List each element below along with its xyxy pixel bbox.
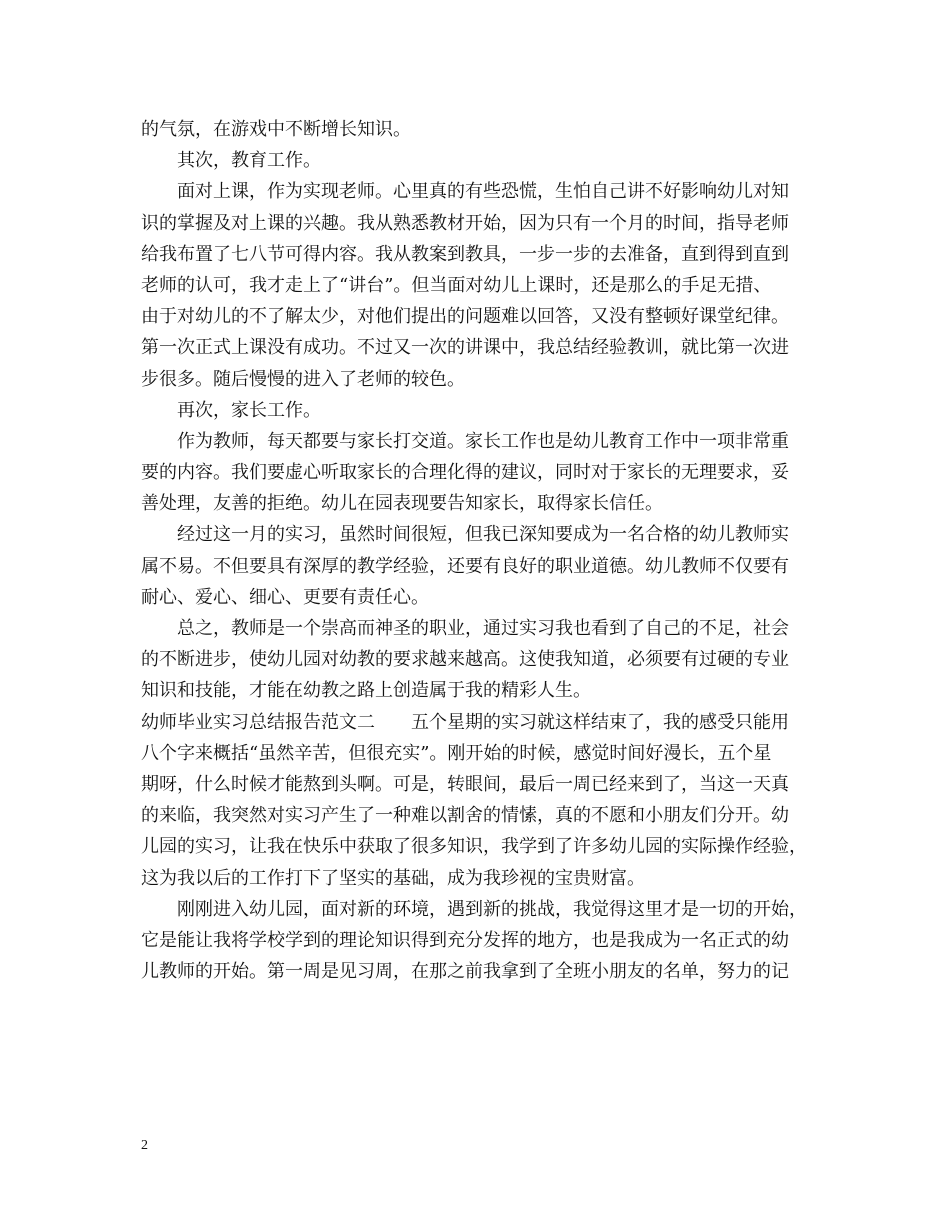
text-line: 儿园的实习，让我在快乐中获取了很多知识，我学到了许多幼儿园的实际操作经验， — [141, 836, 807, 858]
text-line: 儿教师的开始。第一周是见习周，在那之前我拿到了全班小朋友的名单，努力的记 — [141, 961, 789, 983]
text-line: 第一次正式上课没有成功。不过又一次的讲课中，我总结经验教训，就比第一次进 — [141, 337, 789, 359]
text-line: 其次，教育工作。 — [177, 150, 321, 172]
text-line: 步很多。随后慢慢的进入了老师的较色。 — [141, 368, 465, 390]
text-line: 属不易。不但要具有深厚的教学经验，还要有良好的职业道德。幼儿教师不仅要有 — [141, 555, 789, 577]
text-line: 期呀，什么时候才能熬到头啊。可是，转眼间，最后一周已经来到了，当这一天真 — [141, 773, 789, 795]
text-line: 知识和技能，才能在幼教之路上创造属于我的精彩人生。 — [141, 680, 591, 702]
text-line: 幼师毕业实习总结报告范文二 五个星期的实习就这样结束了，我的感受只能用 — [141, 711, 789, 733]
text-line: 再次，家长工作。 — [177, 399, 321, 421]
text-line: 它是能让我将学校学到的理论知识得到充分发挥的地方，也是我成为一名正式的幼 — [141, 929, 789, 951]
text-line: 耐心、爱心、细心、更要有责任心。 — [141, 586, 429, 608]
text-line: 刚刚进入幼儿园，面对新的环境，遇到新的挑战，我觉得这里才是一切的开始， — [177, 898, 807, 920]
text-line: 作为教师，每天都要与家长打交道。家长工作也是幼儿教育工作中一项非常重 — [177, 430, 789, 452]
text-line: 的气氛，在游戏中不断增长知识。 — [141, 119, 411, 140]
text-line: 善处理，友善的拒绝。幼儿在园表现要告知家长，取得家长信任。 — [141, 493, 663, 515]
text-line: 给我布置了七八节可得内容。我从教案到教具，一步一步的去准备，直到得到直到 — [141, 243, 789, 265]
text-line: 总之，教师是一个崇高而神圣的职业，通过实习我也看到了自己的不足，社会 — [177, 618, 789, 639]
text-line: 老师的认可，我才走上了“讲台”。但当面对幼儿上课时，还是那么的手足无措、 — [141, 274, 772, 296]
text-line: 经过这一月的实习，虽然时间很短，但我已深知要成为一名合格的幼儿教师实 — [177, 524, 789, 546]
page-number: 2 — [141, 1138, 148, 1153]
text-line: 这为我以后的工作打下了坚实的基础，成为我珍视的宝贵财富。 — [141, 867, 645, 889]
text-line: 的不断进步，使幼儿园对幼教的要求越来越高。这使我知道，必须要有过硬的专业 — [141, 649, 789, 671]
text-line: 要的内容。我们要虚心听取家长的合理化得的建议，同时对于家长的无理要求，妥 — [141, 462, 789, 484]
text-line: 八个字来概括“虽然辛苦，但很充实”。刚开始的时候，感觉时间好漫长，五个星 — [141, 742, 772, 764]
text-line: 识的掌握及对上课的兴趣。我从熟悉教材开始，因为只有一个月的时间，指导老师 — [141, 212, 789, 234]
document-body — [141, 114, 809, 987]
text-line: 由于对幼儿的不了解太少，对他们提出的问题难以回答，又没有整顿好课堂纪律。 — [141, 306, 789, 328]
text-line: 面对上课，作为实现老师。心里真的有些恐慌，生怕自己讲不好影响幼儿对知 — [177, 181, 789, 203]
text-line: 的来临，我突然对实习产生了一种难以割舍的情愫，真的不愿和小朋友们分开。幼 — [141, 805, 789, 827]
